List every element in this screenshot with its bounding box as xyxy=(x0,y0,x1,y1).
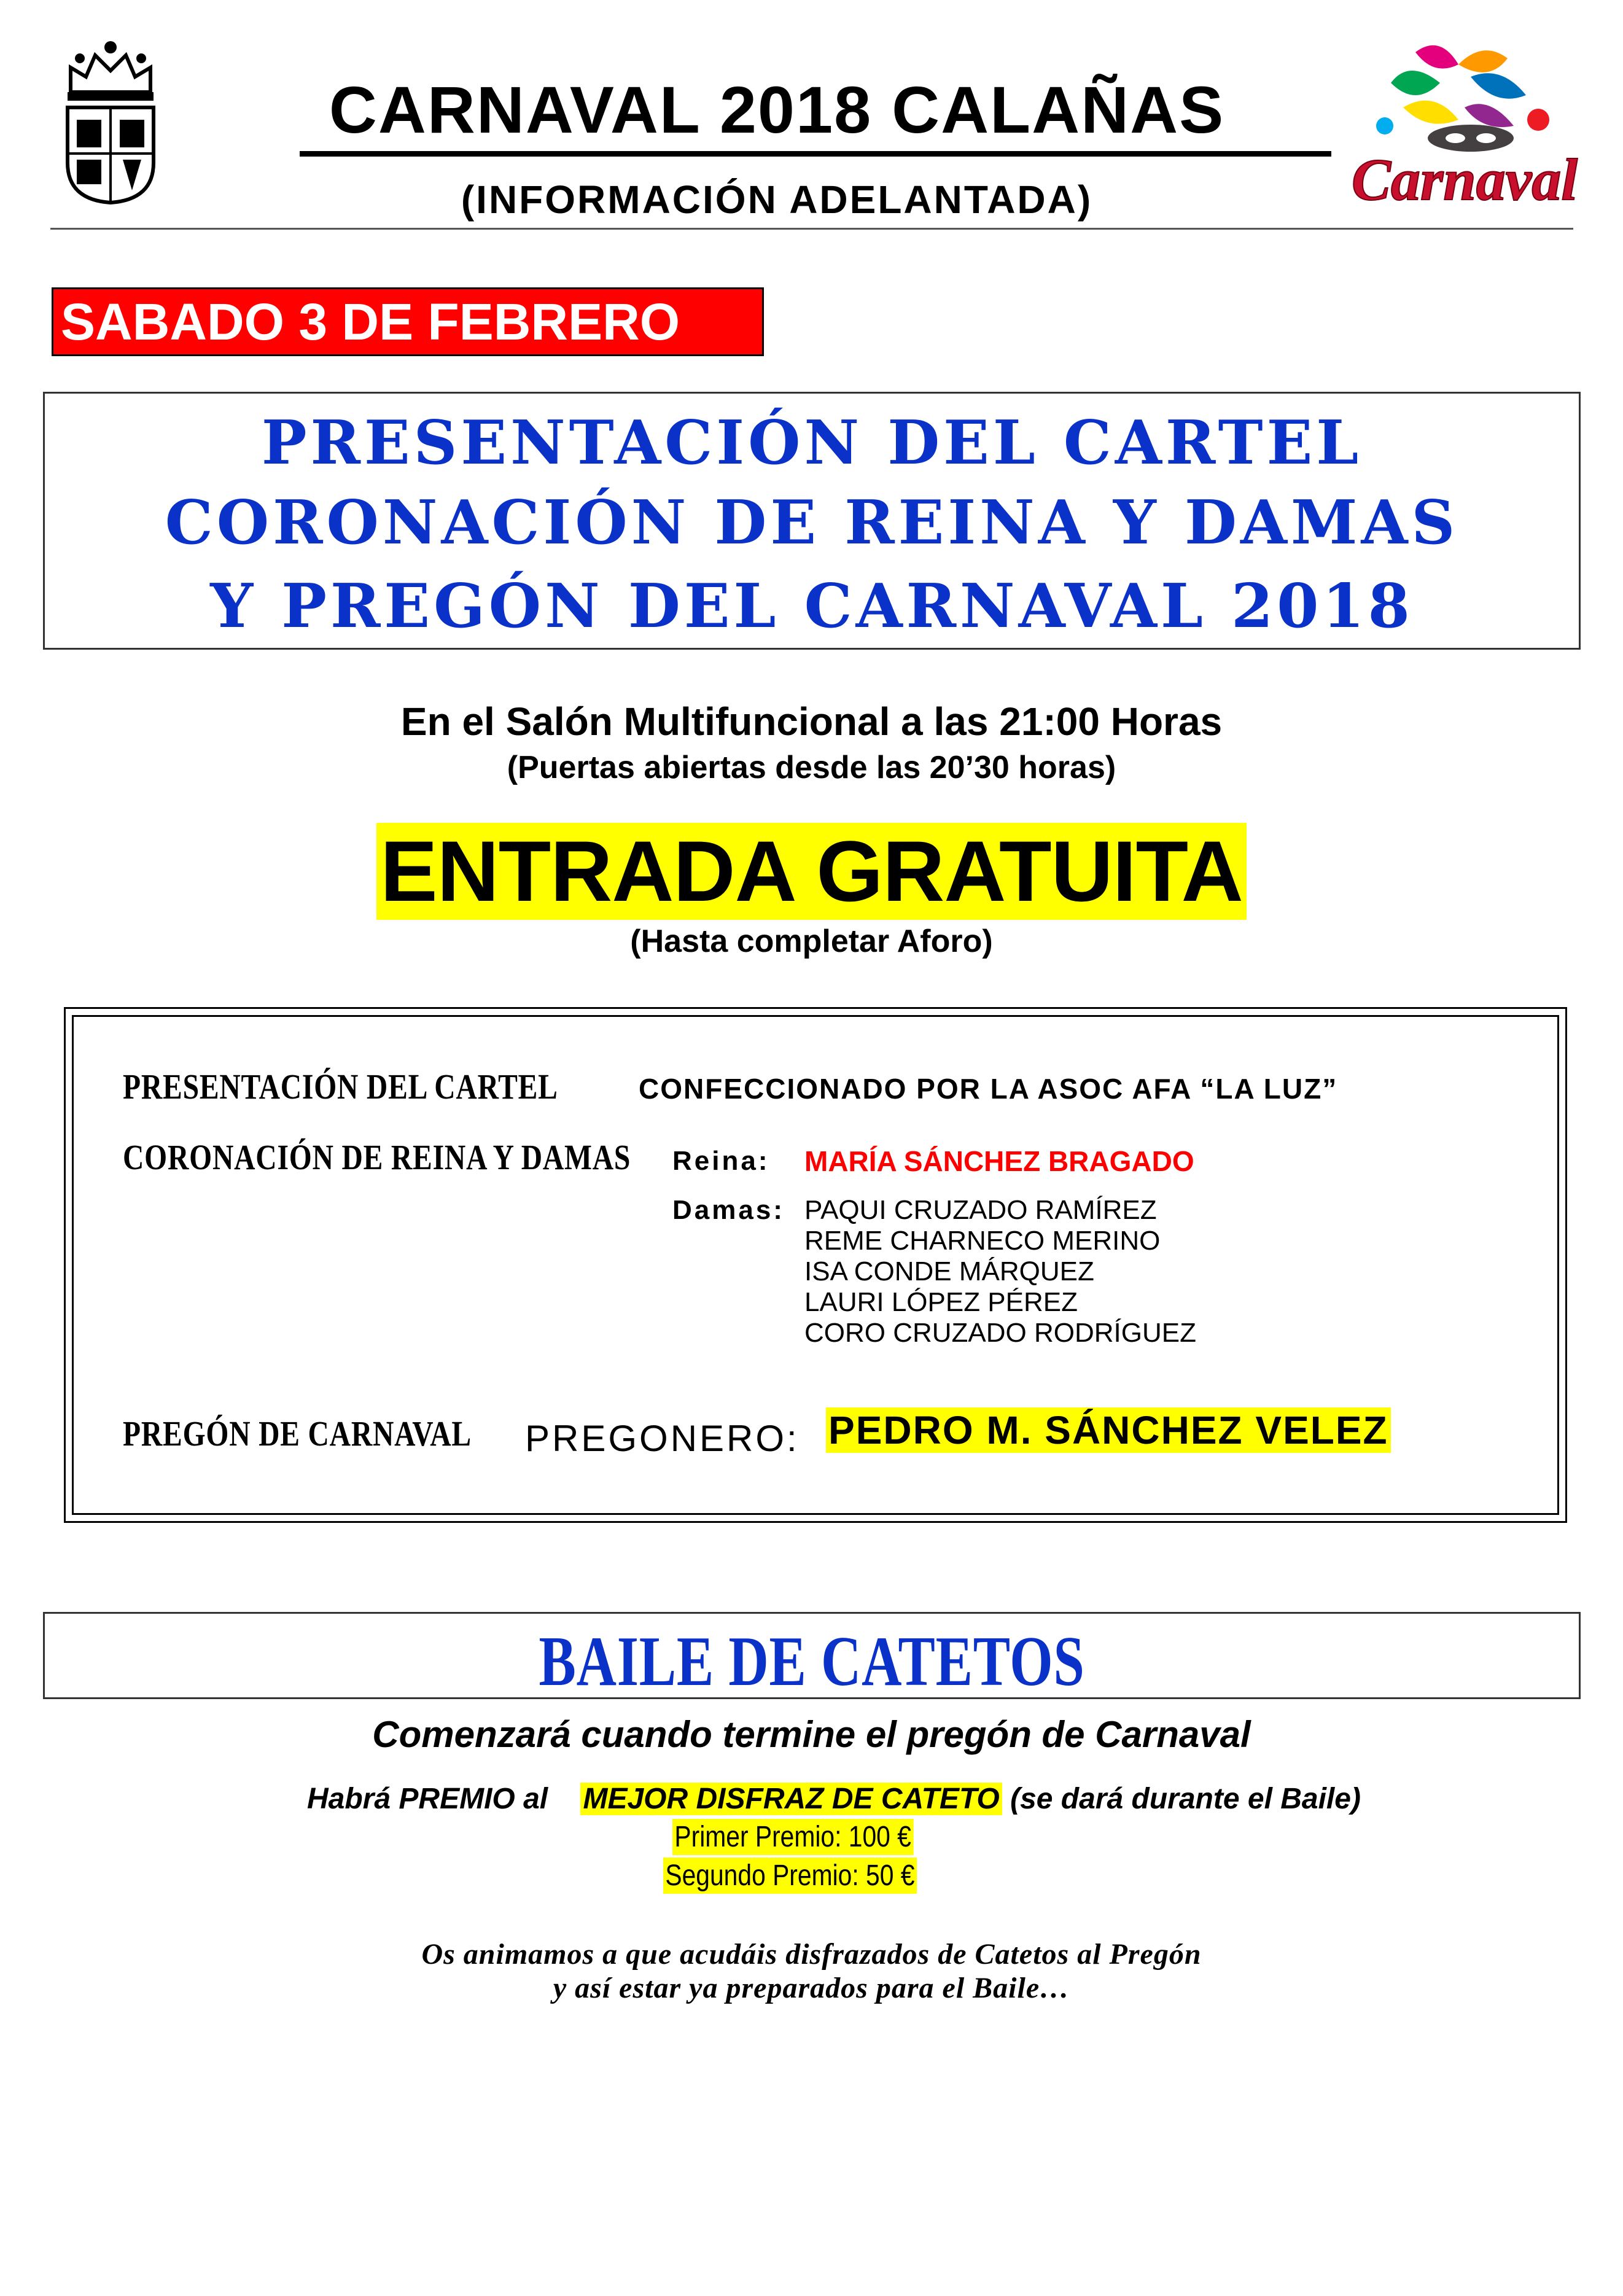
event-line-2: CORONACIÓN DE REINA Y DAMAS xyxy=(165,488,1459,558)
prize-highlight: MEJOR DISFRAZ DE CATETO xyxy=(580,1783,1002,1815)
ladies-label: Damas: xyxy=(672,1195,785,1225)
lady-name: PAQUI CRUZADO RAMÍREZ xyxy=(804,1195,1157,1225)
lady-name: REME CHARNECO MERINO xyxy=(804,1226,1161,1256)
prize-pre: Habrá PREMIO al xyxy=(307,1783,548,1815)
lady-name: ISA CONDE MÁRQUEZ xyxy=(804,1256,1094,1286)
poster-value: CONFECCIONADO POR LA ASOC AFA “LA LUZ” xyxy=(639,1073,1338,1105)
date-badge: SABADO 3 DE FEBRERO xyxy=(52,287,764,356)
carnival-logo-icon xyxy=(1342,40,1587,218)
free-entry-banner: ENTRADA GRATUITA xyxy=(376,823,1247,920)
crier-name: PEDRO M. SÁNCHEZ VELEZ xyxy=(826,1407,1391,1453)
second-prize: Segundo Premio: 50 € xyxy=(663,1858,917,1894)
crier-label: PREGONERO: xyxy=(525,1418,800,1459)
header-divider xyxy=(50,228,1573,230)
dance-title-box xyxy=(43,1612,1581,1699)
event-title-box xyxy=(43,392,1581,650)
details-box xyxy=(64,1007,1567,1523)
venue-text: En el Salón Multifuncional a las 21:00 Horas xyxy=(400,699,1223,744)
dance-start-text: Comenzará cuando termine el pregón de Carnaval xyxy=(372,1714,1251,1755)
poster-label: PRESENTACIÓN DEL CARTEL xyxy=(123,1067,558,1107)
lady-name: LAURI LÓPEZ PÉREZ xyxy=(804,1287,1078,1317)
queen-label: Reina: xyxy=(672,1146,770,1176)
queen-name: MARÍA SÁNCHEZ BRAGADO xyxy=(804,1145,1194,1177)
doors-text: (Puertas abiertas desde las 20’30 horas) xyxy=(507,750,1116,785)
details-inner-frame xyxy=(72,1015,1559,1515)
carnival-logo-text: Carnaval xyxy=(1351,147,1578,212)
page-subtitle: (INFORMACIÓN ADELANTADA) xyxy=(461,177,1093,222)
lady-name: CORO CRUZADO RODRÍGUEZ xyxy=(804,1318,1196,1348)
capacity-note: (Hasta completar Aforo) xyxy=(630,924,993,959)
title-underline xyxy=(300,151,1331,157)
proclamation-label: PREGÓN DE CARNAVAL xyxy=(123,1414,472,1453)
crowning-label: CORONACIÓN DE REINA Y DAMAS xyxy=(123,1137,631,1177)
prize-post: (se dará durante el Baile) xyxy=(1010,1783,1361,1815)
free-entry-wrap xyxy=(0,823,1623,920)
prize-line xyxy=(307,1782,1361,1816)
closing-line-1: Os animamos a que acudáis disfrazados de Catetos al Pregón xyxy=(421,1938,1202,1971)
page-title: CARNAVAL 2018 CALAÑAS xyxy=(329,72,1225,147)
dance-title: BAILE DE CATETOS xyxy=(539,1622,1085,1701)
first-prize: Primer Premio: 100 € xyxy=(672,1819,913,1855)
event-line-3: Y PREGÓN DEL CARNAVAL 2018 xyxy=(210,571,1414,642)
event-line-1: PRESENTACIÓN DEL CARTEL xyxy=(261,408,1363,478)
coat-of-arms-icon xyxy=(61,34,160,206)
closing-line-2: y así estar ya preparados para el Baile… xyxy=(553,1972,1070,2004)
